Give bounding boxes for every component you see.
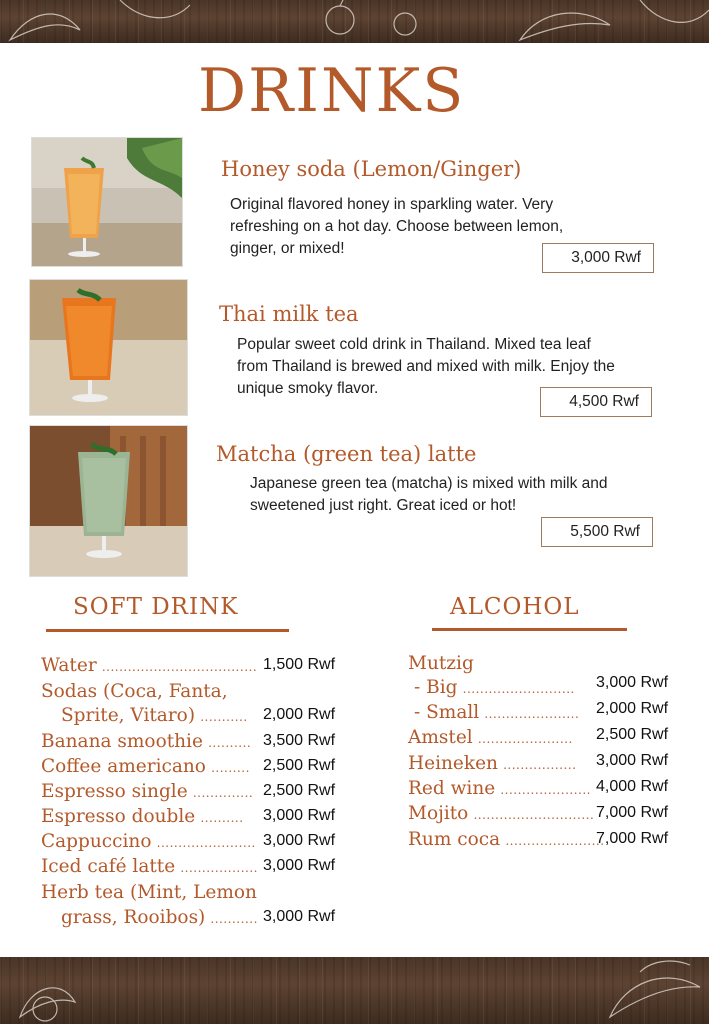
soft-drink-heading: SOFT DRINK — [73, 594, 239, 620]
alcohol-heading: ALCOHOL — [450, 594, 580, 620]
alcohol-divider — [432, 628, 627, 631]
page-title: DRINKS — [198, 56, 466, 126]
list-item: Heineken ................. — [408, 753, 577, 774]
list-item: Red wine ..................... — [408, 778, 591, 799]
item-price: 7,000 Rwf — [596, 804, 669, 821]
list-item: Sodas (Coca, Fanta, — [41, 681, 228, 702]
item-price: 3,000 Rwf — [263, 857, 336, 874]
item-price: 7,000 Rwf — [596, 830, 669, 847]
top-wood-banner — [0, 0, 709, 43]
thai-milk-tea-price: 4,500 Rwf — [540, 387, 652, 417]
list-item: Cappuccino ....................... — [41, 831, 256, 852]
list-item: Espresso double .......... — [41, 806, 244, 827]
list-item: grass, Rooibos) ........... — [61, 907, 258, 928]
item-price: 2,500 Rwf — [263, 782, 336, 799]
list-item: Mojito ............................ — [408, 803, 595, 824]
honey-soda-name: Honey soda (Lemon/Ginger) — [221, 157, 522, 181]
item-price: 2,000 Rwf — [596, 700, 669, 717]
thai-milk-tea-photo — [29, 279, 188, 416]
soft-drink-divider — [46, 629, 289, 632]
item-price: 3,000 Rwf — [263, 908, 336, 925]
leaf-decoration-icon — [0, 957, 709, 1024]
list-item: Espresso single .............. — [41, 781, 254, 802]
list-item: Mutzig — [408, 653, 474, 674]
item-price: 2,000 Rwf — [263, 706, 336, 723]
item-price: 3,000 Rwf — [263, 807, 336, 824]
list-item: Rum coca ....................... — [408, 829, 605, 850]
item-price: 3,000 Rwf — [596, 674, 669, 691]
list-item: Sprite, Vitaro) ........... — [61, 705, 248, 726]
item-price: 4,000 Rwf — [596, 778, 669, 795]
matcha-latte-name: Matcha (green tea) latte — [216, 442, 477, 466]
list-item: Coffee americano ......... — [41, 756, 250, 777]
matcha-latte-description: Japanese green tea (matcha) is mixed with milk and sweetened just right. Great iced or hot! — [250, 475, 608, 514]
list-item: Water .................................... — [41, 655, 258, 676]
list-item: Amstel ...................... — [408, 727, 573, 748]
honey-soda-photo — [31, 137, 183, 267]
list-item: Iced café latte .................. — [41, 856, 258, 877]
list-item: - Big .......................... — [414, 677, 575, 698]
item-price: 2,500 Rwf — [263, 757, 336, 774]
item-price: 3,500 Rwf — [263, 732, 336, 749]
list-item: Herb tea (Mint, Lemon — [41, 882, 257, 903]
honey-soda-price: 3,000 Rwf — [542, 243, 654, 273]
list-item: - Small ...................... — [414, 702, 580, 723]
thai-milk-tea-description: Popular sweet cold drink in Thailand. Mixed tea leaf from Thailand is brewed and mixed with milk. Enjoy the unique smoky flavor. — [237, 336, 615, 397]
item-price: 2,500 Rwf — [596, 726, 669, 743]
honey-soda-description: Original flavored honey in sparkling water. Very refreshing on a hot day. Choose between lemon, ginger, or mixed! — [230, 196, 564, 257]
thai-milk-tea-name: Thai milk tea — [219, 302, 359, 326]
item-price: 3,000 Rwf — [263, 832, 336, 849]
leaf-decoration-icon — [0, 0, 709, 43]
list-item: Banana smoothie .......... — [41, 731, 252, 752]
matcha-latte-photo — [29, 425, 188, 577]
bottom-wood-banner — [0, 957, 709, 1024]
matcha-latte-price: 5,500 Rwf — [541, 517, 653, 547]
item-price: 1,500 Rwf — [263, 656, 336, 673]
item-price: 3,000 Rwf — [596, 752, 669, 769]
